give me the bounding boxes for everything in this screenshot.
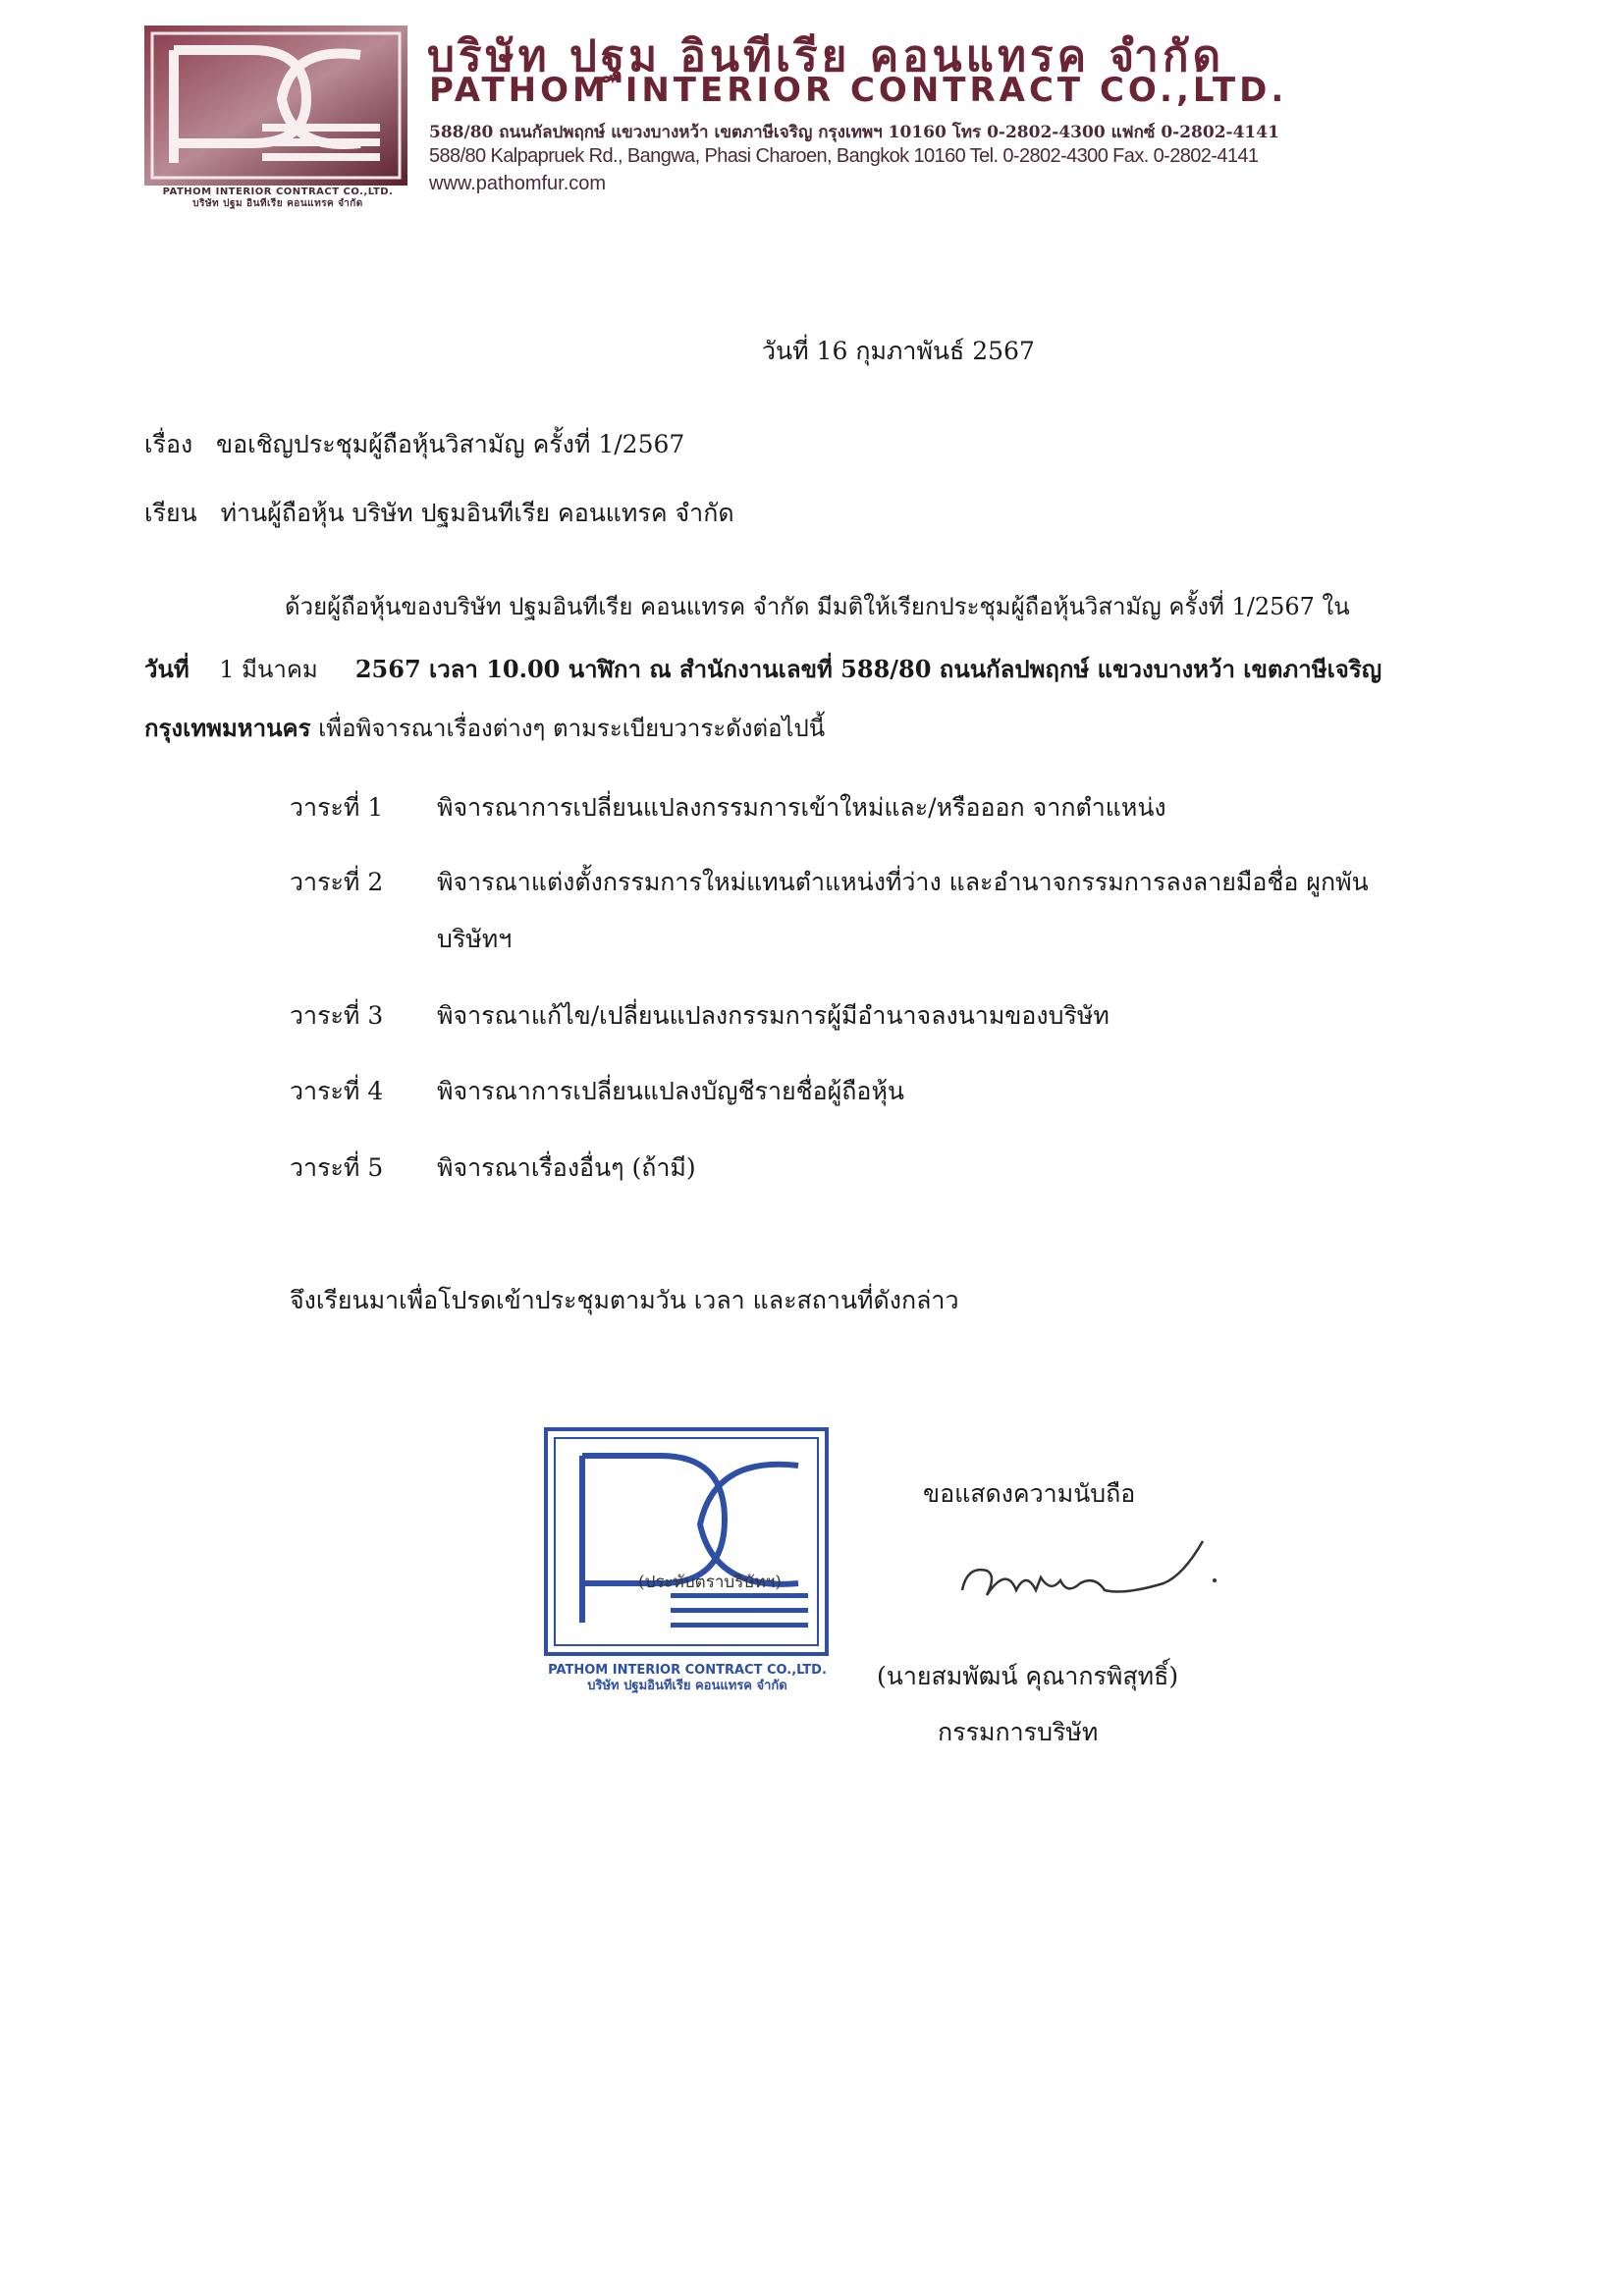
website-link[interactable]: www.pathomfur.com [429,173,607,194]
subject-label: เรื่อง [144,430,193,458]
company-name-th: บริษัท ปฐม อินทีเรีย คอนแทรค จำกัด [427,31,1225,81]
agenda-text: พิจารณาการเปลี่ยนแปลงกรรมการเข้าใหม่และ/หรือออก จากตำแหน่ง [437,793,1166,822]
closing-text: จึงเรียนมาเพื่อโปรดเข้าประชุมตามวัน เวลา และสถานที่ดังกล่าว [290,1286,959,1314]
company-logo-icon [144,26,407,186]
agenda-label: วาระที่ 2 [290,868,384,896]
paragraph-line [144,714,825,743]
paragraph-text: เพื่อพิจารณาเรื่องต่างๆ ตามระเบียบวาระดังต่อไปนี้ [318,715,826,742]
paragraph-line: ด้วยผู้ถือหุ้นของบริษัท ปฐมอินทีเรีย คอนแทรค จำกัด มีมติให้เรียกประชุมผู้ถือหุ้นวิสามัญ ครั้งที่ 1/2567 ใน [285,593,1350,620]
signer-name: (นายสมพัฒน์ คุณากรพิสุทธิ์) [877,1662,1179,1690]
stamp-caption: (ประทับตราบริษัทฯ) [638,1573,782,1592]
address-th: 588/80 ถนนกัลปพฤกษ์ แขวงบางหว้า เขตภาษีเจริญ กรุงเทพฯ 10160 โทร 0-2802-4300 แฟกซ์ 0-2802-4141 [429,123,1279,142]
letter-date: วันที่ 16 กุมภาพันธ์ 2567 [762,337,1035,365]
company-stamp-icon [543,1426,830,1657]
agenda-text-continued: บริษัทฯ [437,925,513,953]
meeting-date-label: วันที่ [144,655,189,683]
agenda-label: วาระที่ 5 [290,1153,384,1182]
signature-icon [957,1536,1227,1615]
regards-text: ขอแสดงความนับถือ [923,1479,1136,1508]
recipient-line [144,499,734,528]
agenda-text: พิจารณาเรื่องอื่นๆ (ถ้ามี) [437,1153,696,1182]
paragraph-line [144,655,1381,684]
subject-line [144,430,684,459]
meeting-time-place: 2567 เวลา 10.00 นาฬิกา ณ สำนักงานเลขที่ 588/80 ถนนกัลปพฤกษ์ แขวงบางหว้า เขตภาษีเจริญ [354,655,1382,683]
recipient-label: เรียน [144,499,197,527]
stamp-text: PATHOM INTERIOR CONTRACT CO.,LTD. บริษัท ปฐมอินทีเรีย คอนแทรค จำกัด [548,1663,827,1693]
meeting-city: กรุงเทพมหานคร [144,714,311,742]
address-en: 588/80 Kalpapruek Rd., Bangwa, Phasi Charoen, Bangkok 10160 Tel. 0-2802-4300 Fax. 0-2802-4141 [429,145,1259,167]
company-name-en: PATHOM INTERIOR CONTRACT CO.,LTD. [429,71,1288,110]
meeting-date-value: 1 มีนาคม [219,656,318,683]
agenda-text: พิจารณาการเปลี่ยนแปลงบัญชีรายชื่อผู้ถือหุ้น [437,1077,905,1105]
agenda-label: วาระที่ 4 [290,1077,384,1105]
agenda-text: พิจารณาแต่งตั้งกรรมการใหม่แทนตำแหน่งที่ว่าง และอำนาจกรรมการลงลายมือชื่อ ผูกพัน [437,868,1369,896]
agenda-label: วาระที่ 1 [290,793,384,822]
agenda-text: พิจารณาแก้ไข/เปลี่ยนแปลงกรรมการผู้มีอำนาจลงนามของบริษัท [437,1001,1110,1030]
agenda-label: วาระที่ 3 [290,1001,384,1030]
logo-caption: PATHOM INTERIOR CONTRACT CO.,LTD. บริษัท ปฐม อินทีเรีย คอนแทรค จำกัด [162,187,394,209]
subject-text: ขอเชิญประชุมผู้ถือหุ้นวิสามัญ ครั้งที่ 1/2567 [216,430,685,458]
signer-title: กรรมการบริษัท [938,1718,1099,1746]
recipient-text: ท่านผู้ถือหุ้น บริษัท ปฐมอินทีเรีย คอนแทรค จำกัด [220,499,734,527]
